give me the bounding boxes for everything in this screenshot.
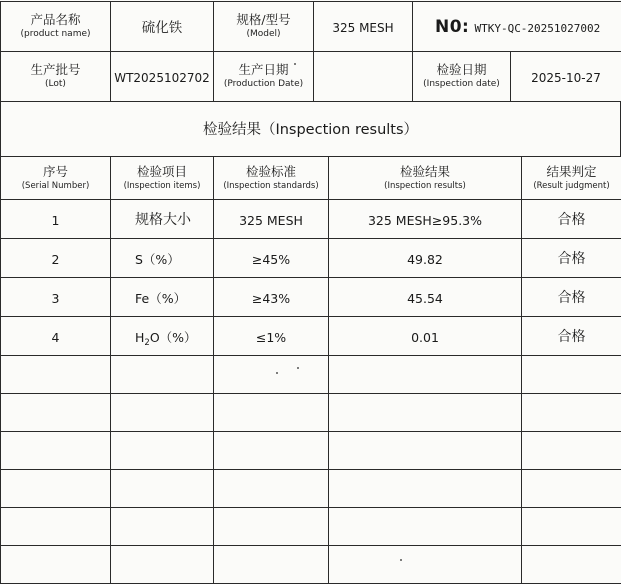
document-number-value: WTKY-QC-20251027002	[474, 21, 601, 35]
empty-cell	[522, 470, 621, 508]
inspection-date-label-cn: 检验日期	[436, 62, 487, 77]
item-text: Fe（%）	[135, 290, 187, 306]
model-value	[314, 2, 413, 52]
model-label-cn: 规格/型号	[236, 12, 291, 27]
col-item-header	[111, 157, 214, 200]
standard-cell	[214, 278, 329, 317]
empty-cell	[329, 508, 522, 546]
empty-cell	[214, 394, 329, 432]
col-judgment-header	[522, 157, 621, 200]
inspection-date-text: 2025-10-27	[531, 71, 601, 85]
product-name-text: 硫化铁	[141, 20, 183, 36]
lot-value	[111, 52, 214, 102]
item-cell	[111, 317, 214, 356]
serial-cell	[1, 317, 111, 356]
inspection-date-label	[413, 52, 511, 102]
empty-cell	[1, 508, 111, 546]
header-row-2	[1, 52, 621, 102]
model-text: 325 MESH	[332, 21, 394, 35]
serial-cell	[1, 239, 111, 278]
product-name-label	[1, 2, 111, 52]
table-row	[1, 239, 621, 278]
document-number	[413, 2, 621, 52]
lot-text: WT2025102702	[114, 71, 210, 85]
judgment-text: 合格	[557, 212, 586, 228]
empty-cell	[111, 356, 214, 394]
item-text-suffix: O（%）	[149, 329, 197, 345]
judgment-text: 合格	[557, 290, 586, 306]
col-serial-cn: 序号	[42, 163, 68, 179]
report-header-table-2	[0, 51, 621, 102]
item-text-subscript: 2	[144, 337, 150, 348]
production-date-label-cn: 生产日期	[238, 62, 289, 77]
result-cell	[329, 317, 522, 356]
judgment-cell	[522, 200, 621, 239]
standard-text: ≥45%	[251, 251, 291, 267]
result-cell	[329, 278, 522, 317]
serial-text: 4	[51, 329, 60, 345]
item-cell	[111, 278, 214, 317]
judgment-text: 合格	[557, 329, 586, 345]
item-cell	[111, 239, 214, 278]
serial-cell	[1, 200, 111, 239]
col-standard-en: (Inspection standards)	[223, 180, 319, 191]
judgment-cell	[522, 317, 621, 356]
col-serial-en: (Serial Number)	[21, 180, 90, 191]
report-header-table	[0, 1, 621, 52]
lot-label-en: (Lot)	[45, 79, 66, 89]
paper-speck	[400, 559, 402, 561]
serial-text: 2	[51, 251, 60, 267]
item-text: 规格大小	[135, 212, 191, 228]
item-text-prefix: H	[135, 329, 145, 345]
header-row-1	[1, 2, 621, 52]
empty-cell	[522, 508, 621, 546]
col-item-en: (Inspection items)	[123, 180, 201, 191]
judgment-cell	[522, 239, 621, 278]
empty-cell	[329, 470, 522, 508]
empty-row	[1, 356, 621, 394]
empty-cell	[1, 394, 111, 432]
inspection-date-value	[511, 52, 621, 102]
serial-text: 3	[51, 290, 60, 306]
empty-cell	[214, 470, 329, 508]
empty-cell	[329, 546, 522, 584]
paper-speck	[276, 372, 278, 374]
standard-text: ≤1%	[255, 329, 287, 345]
result-text: 0.01	[411, 329, 439, 345]
judgment-text: 合格	[557, 251, 586, 267]
empty-cell	[111, 432, 214, 470]
table-row	[1, 200, 621, 239]
empty-cell	[214, 356, 329, 394]
production-date-label	[214, 52, 314, 102]
result-text: 45.54	[407, 290, 443, 306]
empty-cell	[522, 546, 621, 584]
col-item-cn: 检验项目	[136, 163, 187, 179]
production-date-value	[314, 52, 413, 102]
empty-cell	[522, 432, 621, 470]
col-standard-cn: 检验标准	[245, 163, 296, 179]
lot-label-cn: 生产批号	[30, 62, 81, 77]
empty-cell	[522, 394, 621, 432]
standard-cell	[214, 200, 329, 239]
results-title-bar	[0, 101, 621, 156]
empty-cell	[111, 394, 214, 432]
serial-cell	[1, 278, 111, 317]
results-header-row	[1, 157, 621, 200]
result-cell	[329, 239, 522, 278]
result-cell	[329, 200, 522, 239]
item-text: S（%）	[135, 251, 180, 267]
paper-speck	[297, 367, 299, 369]
empty-cell	[1, 470, 111, 508]
empty-cell	[111, 508, 214, 546]
document-number-label: N0:	[435, 16, 470, 37]
empty-cell	[329, 432, 522, 470]
model-label	[214, 2, 314, 52]
standard-text: ≥43%	[251, 290, 291, 306]
table-row	[1, 317, 621, 356]
results-table	[0, 156, 621, 584]
paper-speck	[294, 63, 296, 65]
empty-cell	[329, 394, 522, 432]
empty-row	[1, 508, 621, 546]
empty-row	[1, 432, 621, 470]
inspection-date-label-en: (Inspection date)	[423, 79, 500, 89]
col-result-en: (Inspection results)	[384, 180, 466, 191]
empty-cell	[1, 546, 111, 584]
empty-cell	[214, 546, 329, 584]
empty-row	[1, 394, 621, 432]
product-name-label-cn: 产品名称	[30, 12, 81, 27]
result-text: 325 MESH≥95.3%	[367, 212, 483, 228]
lot-label	[1, 52, 111, 102]
empty-cell	[214, 508, 329, 546]
empty-cell	[329, 356, 522, 394]
empty-row	[1, 546, 621, 584]
empty-cell	[1, 432, 111, 470]
col-standard-header	[214, 157, 329, 200]
result-text: 49.82	[407, 251, 443, 267]
empty-cell	[111, 470, 214, 508]
empty-row	[1, 470, 621, 508]
model-label-en: (Model)	[246, 29, 281, 39]
standard-text: 325 MESH	[239, 212, 303, 228]
col-result-header	[329, 157, 522, 200]
product-name-value	[111, 2, 214, 52]
empty-cell	[111, 546, 214, 584]
production-date-label-en: (Production Date)	[223, 79, 304, 89]
table-row	[1, 278, 621, 317]
serial-text: 1	[51, 212, 60, 228]
empty-cell	[522, 356, 621, 394]
judgment-cell	[522, 278, 621, 317]
col-judgment-en: (Result judgment)	[533, 180, 610, 191]
product-name-label-en: (product name)	[20, 29, 91, 39]
col-judgment-cn: 结果判定	[546, 163, 597, 179]
results-title: 检验结果（Inspection results）	[202, 122, 419, 138]
standard-cell	[214, 239, 329, 278]
col-result-cn: 检验结果	[399, 163, 450, 179]
standard-cell	[214, 317, 329, 356]
empty-cell	[1, 356, 111, 394]
col-serial-header	[1, 157, 111, 200]
item-cell	[111, 200, 214, 239]
empty-cell	[214, 432, 329, 470]
